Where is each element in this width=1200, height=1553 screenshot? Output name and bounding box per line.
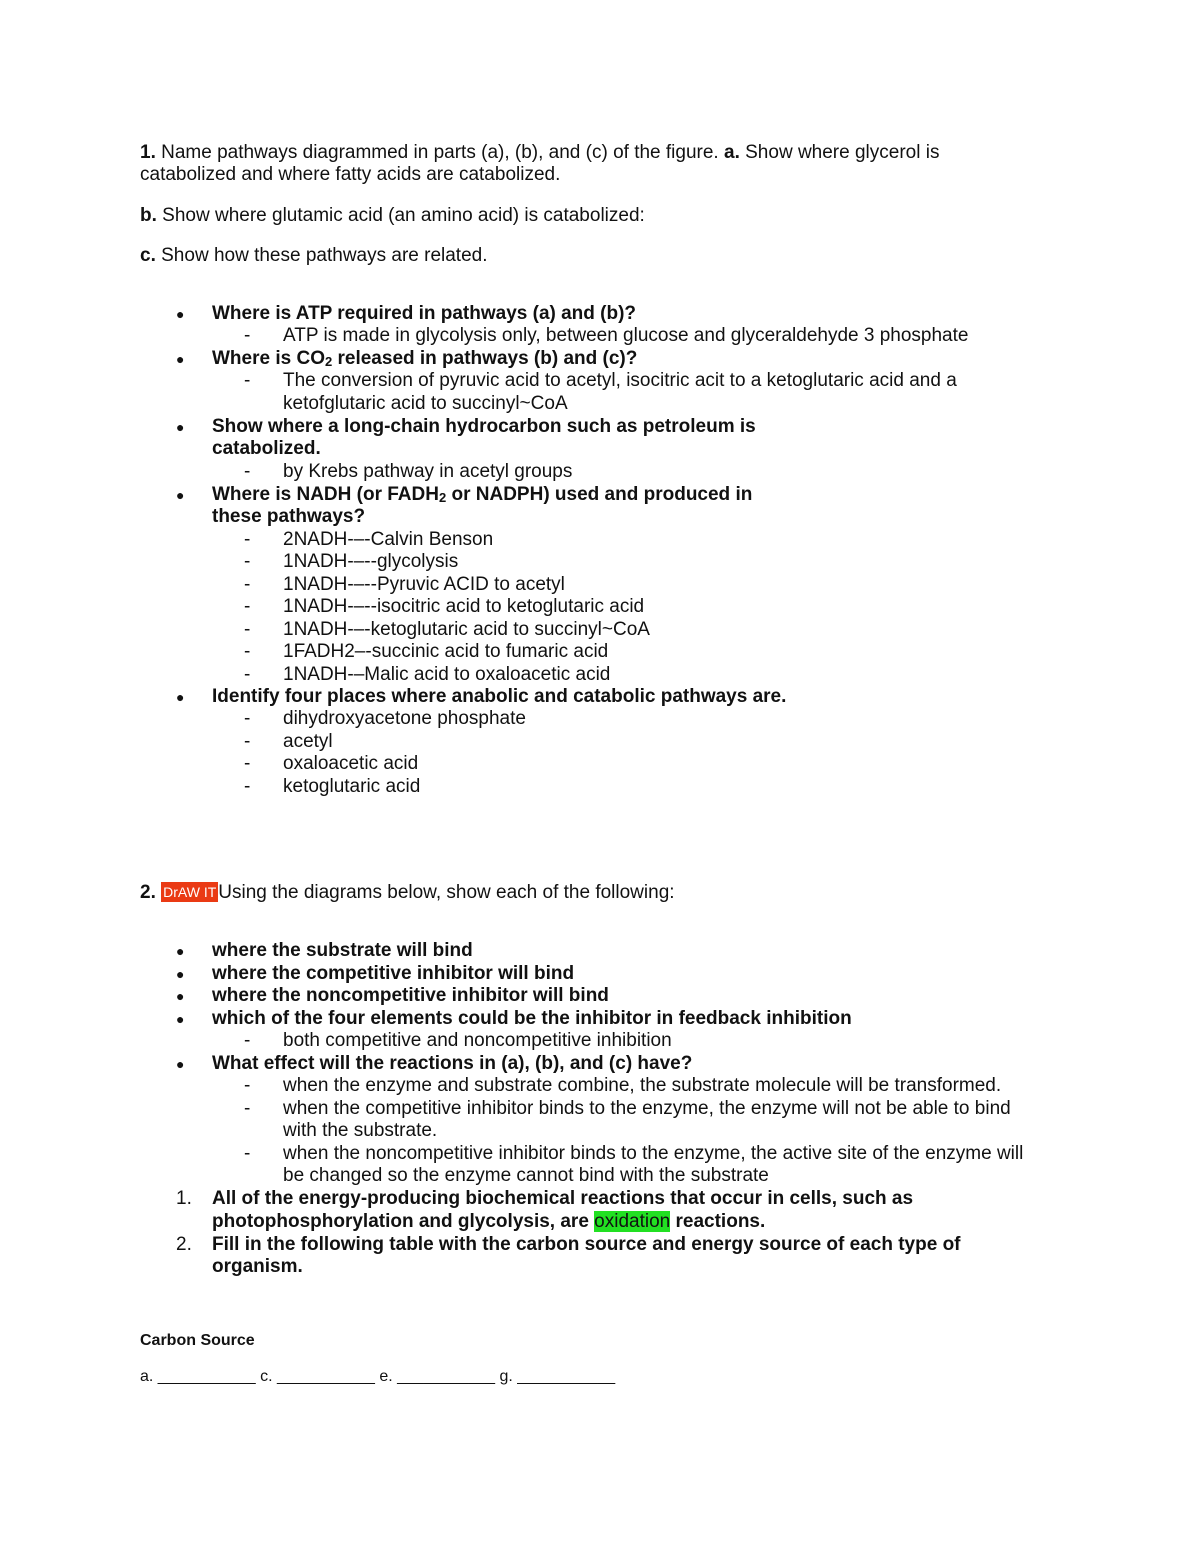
q1-c [140, 245, 488, 267]
oxidation-pre: photophosphorylation and glycolysis, are [212, 1211, 595, 1232]
dash-icon: - [244, 753, 251, 774]
q2-bullet: where the noncompetitive inhibitor will bind [212, 985, 609, 1006]
places-answer: acetyl [283, 731, 333, 752]
dash-icon: - [244, 325, 251, 346]
nadh-answer: 1NADH-–--glycolysis [283, 551, 459, 572]
nadh-answer: 1NADH-–-ketoglutaric acid to succinyl~CoA [283, 619, 650, 640]
bullet-icon: ● [176, 1011, 185, 1027]
nadh-q-sub: 2 [438, 490, 447, 505]
effect-answer: when the competitive inhibitor binds to the enzyme, the enzyme will not be able to bind [283, 1098, 1011, 1119]
nadh-answer: 1NADH-–--Pyruvic ACID to acetyl [283, 574, 565, 595]
q1-line-2: catabolized and where fatty acids are catabolized. [140, 164, 561, 185]
hydrocarbon-question-2: catabolized. [212, 438, 321, 459]
co2-q-sub: 2 [324, 354, 333, 369]
dash-icon: - [244, 1075, 251, 1096]
effect-answer: with the substrate. [283, 1120, 438, 1141]
table-instruction-2: organism. [212, 1256, 303, 1277]
co2-q-post: released in pathways (b) and (c)? [332, 348, 638, 369]
dash-icon: - [244, 708, 251, 729]
dash-icon: - [244, 776, 251, 797]
q2-bullet: where the substrate will bind [212, 940, 473, 961]
nadh-answer: 1NADH-–--isocitric acid to ketoglutaric acid [283, 596, 645, 617]
bullet-icon: ● [176, 419, 185, 435]
q1-b-label: b. [140, 205, 157, 226]
places-answer: oxaloacetic acid [283, 753, 419, 774]
places-question: Identify four places where anabolic and catabolic pathways are. [212, 686, 787, 707]
effect-question: What effect will the reactions in (a), (b), and (c) have? [212, 1053, 693, 1074]
effect-answer: be changed so the enzyme cannot bind with the substrate [283, 1165, 769, 1186]
item-number: 1. [176, 1188, 192, 1209]
atp-answer: ATP is made in glycolysis only, between glucose and glyceraldehyde 3 phosphate [283, 325, 969, 346]
dash-icon: - [244, 551, 251, 572]
hydrocarbon-answer: by Krebs pathway in acetyl groups [283, 461, 573, 482]
draw-it-badge: DrAW IT [163, 884, 217, 900]
dash-icon: - [244, 461, 251, 482]
oxidation-post: reactions. [670, 1211, 766, 1232]
dash-icon: - [244, 1098, 251, 1119]
carbon-source-blanks: a. ___________ c. ___________ e. ___________ g. ___________ [140, 1368, 616, 1385]
co2-q-pre: Where is CO [212, 348, 325, 369]
oxidation-line-2 [212, 1211, 765, 1233]
dash-icon: - [244, 370, 251, 391]
q1-a-text: Show where glycerol is [739, 142, 940, 163]
dash-icon: - [244, 664, 251, 685]
bullet-icon: ● [176, 689, 185, 705]
q1-text: Name pathways diagrammed in parts (a), (b), and (c) of the figure. [155, 142, 724, 163]
bullet-icon: ● [176, 966, 185, 982]
effect-answer: when the noncompetitive inhibitor binds to the enzyme, the active site of the enzyme will [283, 1143, 1024, 1164]
oxidation-highlight: oxidation [594, 1211, 671, 1232]
q1-line-1 [140, 142, 939, 164]
bullet-icon: ● [176, 351, 185, 367]
q1-b-text: Show where glutamic acid (an amino acid) is catabolized: [156, 205, 645, 226]
hydrocarbon-question-1: Show where a long-chain hydrocarbon such as petroleum is [212, 416, 756, 437]
bullet-icon: ● [176, 988, 185, 1004]
item-number: 2. [176, 1234, 192, 1255]
nadh-q-post: or NADPH) used and produced in [446, 484, 753, 505]
dash-icon: - [244, 529, 251, 550]
co2-answer-1: The conversion of pyruvic acid to acetyl, isocitric acit to a ketoglutaric acid and a [283, 370, 957, 391]
places-answer: dihydroxyacetone phosphate [283, 708, 526, 729]
dash-icon: - [244, 1030, 251, 1051]
q1-a-label: a. [724, 142, 740, 163]
atp-question: Where is ATP required in pathways (a) and (b)? [212, 303, 637, 324]
q1-number: 1. [140, 142, 156, 163]
nadh-answer: 1NADH-–Malic acid to oxaloacetic acid [283, 664, 611, 685]
q1-c-label: c. [140, 245, 156, 266]
nadh-answer: 1FADH2–-succinic acid to fumaric acid [283, 641, 609, 662]
q2-number: 2. [140, 882, 156, 903]
q2-text: Using the diagrams below, show each of the following: [218, 882, 675, 903]
effect-answer: when the enzyme and substrate combine, the substrate molecule will be transformed. [283, 1075, 1002, 1096]
q2-bullet: where the competitive inhibitor will bind [212, 963, 575, 984]
q2-line [140, 882, 675, 904]
q1-b [140, 205, 645, 227]
carbon-source-heading: Carbon Source [140, 1332, 255, 1349]
nadh-question-2: these pathways? [212, 506, 366, 527]
dash-icon: - [244, 1143, 251, 1164]
nadh-q-pre: Where is NADH (or FADH [212, 484, 439, 505]
bullet-icon: ● [176, 1056, 185, 1072]
co2-answer-2: ketofglutaric acid to succinyl~CoA [283, 393, 568, 414]
q1-c-text: Show how these pathways are related. [155, 245, 488, 266]
bullet-icon: ● [176, 487, 185, 503]
feedback-answer: both competitive and noncompetitive inhibition [283, 1030, 672, 1051]
q2-bullet: which of the four elements could be the inhibitor in feedback inhibition [212, 1008, 852, 1029]
table-instruction-1: Fill in the following table with the carbon source and energy source of each type of [212, 1234, 961, 1255]
dash-icon: - [244, 731, 251, 752]
dash-icon: - [244, 574, 251, 595]
bullet-icon: ● [176, 306, 185, 322]
bullet-icon: ● [176, 943, 185, 959]
dash-icon: - [244, 619, 251, 640]
oxidation-line-1: All of the energy-producing biochemical reactions that occur in cells, such as [212, 1188, 914, 1209]
places-answer: ketoglutaric acid [283, 776, 421, 797]
dash-icon: - [244, 596, 251, 617]
nadh-answer: 2NADH-–-Calvin Benson [283, 529, 494, 550]
dash-icon: - [244, 641, 251, 662]
